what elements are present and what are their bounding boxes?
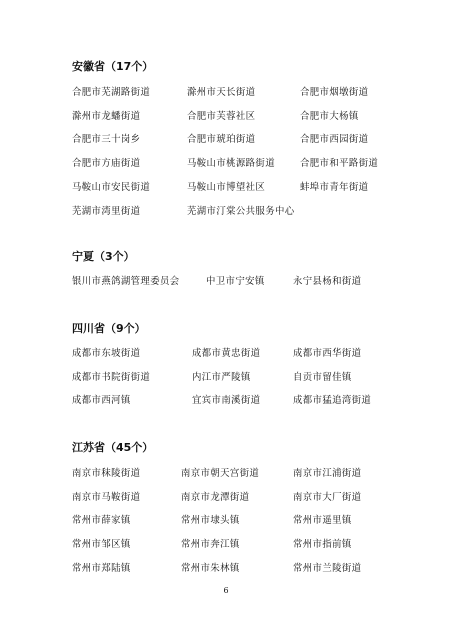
- list-item: 南京市龙潭街道: [181, 492, 250, 503]
- list-item: 自贡市留佳镇: [293, 372, 352, 383]
- list-item: 滁州市龙蟠街道: [72, 111, 141, 122]
- section-heading-ningxia: 宁夏（3个）: [72, 250, 135, 263]
- list-item: 永宁县杨和街道: [293, 276, 362, 287]
- list-item: 合肥市芜湖路街道: [72, 87, 151, 98]
- list-item: 合肥市芙蓉社区: [187, 111, 256, 122]
- list-item: 南京市朝天宫街道: [181, 468, 260, 479]
- list-item: 合肥市方庙街道: [72, 158, 141, 169]
- list-item: 成都市西华街道: [293, 348, 362, 359]
- list-item: 宜宾市南溪街道: [192, 395, 261, 406]
- list-item: 蚌埠市青年街道: [300, 182, 369, 193]
- list-item: 银川市燕鸽湖管理委员会: [72, 276, 180, 287]
- list-item: 马鞍山市安民街道: [72, 182, 151, 193]
- list-item: 南京市江浦街道: [293, 468, 362, 479]
- list-item: 常州市遥里镇: [293, 515, 352, 526]
- list-item: 常州市薛家镇: [72, 515, 131, 526]
- list-item: 马鞍山市博望社区: [187, 182, 266, 193]
- section-heading-anhui: 安徽省（17个）: [72, 60, 154, 73]
- section-heading-jiangsu: 江苏省（45个）: [72, 441, 154, 454]
- list-item: 南京市大厂街道: [293, 492, 362, 503]
- list-item: 合肥市烟墩街道: [300, 87, 369, 98]
- list-item: 南京市秣陵街道: [72, 468, 141, 479]
- list-item: 合肥市大杨镇: [300, 111, 359, 122]
- list-item: 常州市朱林镇: [181, 563, 240, 574]
- list-item: 常州市邹区镇: [72, 539, 131, 550]
- list-item: 芜湖市汀棠公共服务中心: [187, 206, 295, 217]
- list-item: 成都市黄忠街道: [192, 348, 261, 359]
- list-item: 合肥市和平路街道: [300, 158, 379, 169]
- list-item: 马鞍山市桃源路街道: [187, 158, 275, 169]
- list-item: 成都市西河镇: [72, 395, 131, 406]
- list-item: 常州市指前镇: [293, 539, 352, 550]
- list-item: 成都市书院街街道: [72, 372, 151, 383]
- list-item: 南京市马鞍街道: [72, 492, 141, 503]
- list-item: 合肥市琥珀街道: [187, 134, 256, 145]
- list-item: 常州市郑陆镇: [72, 563, 131, 574]
- list-item: 内江市严陵镇: [192, 372, 251, 383]
- list-item: 成都市猛追湾街道: [293, 395, 372, 406]
- list-item: 合肥市三十岗乡: [72, 134, 141, 145]
- list-item: 常州市奔江镇: [181, 539, 240, 550]
- list-item: 成都市东坡街道: [72, 348, 141, 359]
- list-item: 合肥市西园街道: [300, 134, 369, 145]
- section-heading-sichuan: 四川省（9个）: [72, 322, 146, 335]
- list-item: 中卫市宁安镇: [206, 276, 265, 287]
- list-item: 滁州市天长街道: [187, 87, 256, 98]
- page-number: 6: [223, 586, 229, 595]
- list-item: 常州市兰陵街道: [293, 563, 362, 574]
- list-item: 常州市埭头镇: [181, 515, 240, 526]
- list-item: 芜湖市湾里街道: [72, 206, 141, 217]
